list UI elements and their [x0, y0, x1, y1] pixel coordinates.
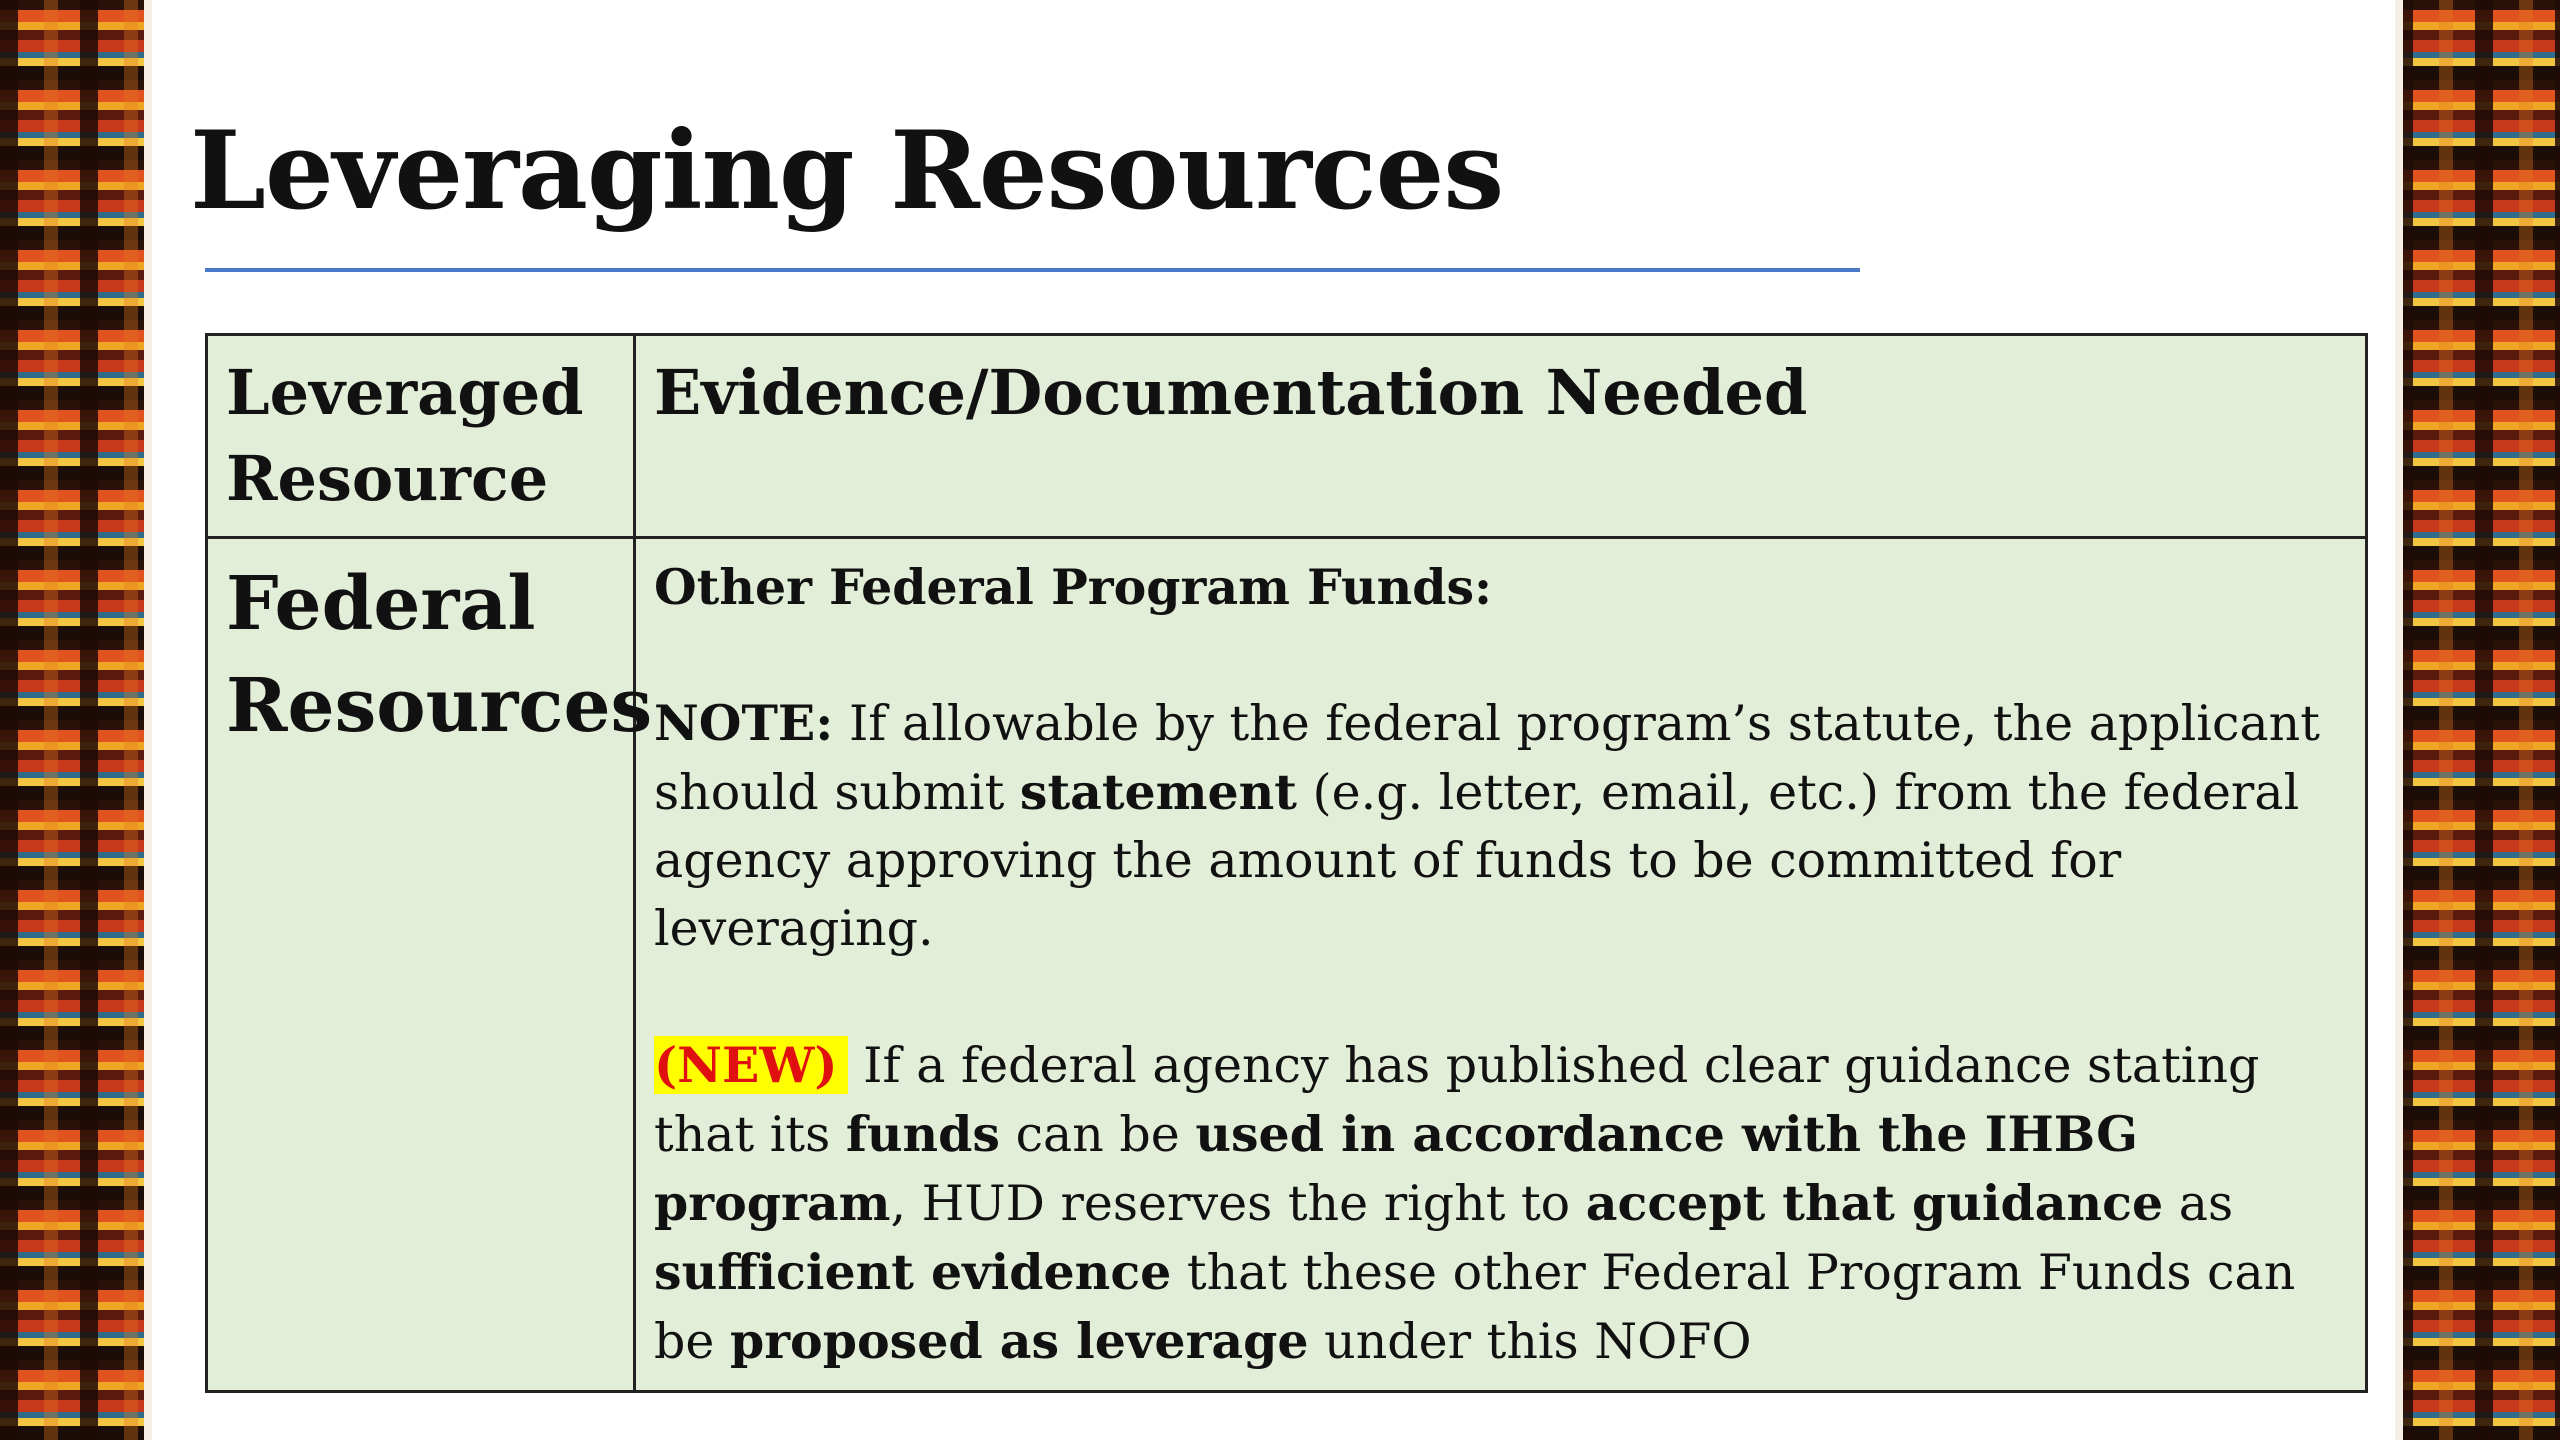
header-leveraged-resource: Leveraged Resource: [207, 335, 635, 538]
evidence-cell: [635, 538, 2367, 1392]
new-badge: (NEW): [654, 1036, 848, 1094]
title-underline: [205, 268, 1860, 272]
decorative-border-left: [0, 0, 152, 1440]
decorative-border-right: [2395, 0, 2560, 1440]
new-bold-accept: accept that guidance: [1585, 1174, 2164, 1232]
table-row: [207, 538, 2367, 1392]
note-text-2: (e.g. letter, email, etc.) from the federal agency approving the amount of funds to be committed for leveraging.: [654, 764, 2300, 957]
new-text-3: , HUD reserves the right to: [890, 1175, 1586, 1232]
header-evidence-needed: Evidence/Documentation Needed: [635, 335, 2367, 538]
note-label: NOTE:: [654, 694, 834, 752]
note-bold-statement: statement: [1019, 763, 1297, 821]
new-text-2: can be: [1000, 1106, 1196, 1163]
note-paragraph: [654, 689, 2347, 963]
new-text-4: as: [2163, 1175, 2234, 1232]
new-text-6: under this NOFO: [1308, 1313, 1752, 1370]
resource-cell: Federal Resources: [207, 538, 635, 1392]
new-text-1: If a federal agency has published clear guidance stating that its: [654, 1037, 2260, 1163]
new-bold-funds: funds: [845, 1105, 1001, 1163]
new-bold-sufficient: sufficient evidence: [654, 1243, 1172, 1301]
leverage-table: [205, 333, 2368, 1393]
new-bold-ihbg: used in accordance with the IHBG program: [654, 1105, 2138, 1232]
note-text-1: If allowable by the federal program’s statute, the applicant should submit: [654, 695, 2320, 821]
new-paragraph: [654, 1031, 2347, 1376]
new-bold-proposed: proposed as leverage: [729, 1312, 1309, 1370]
slide-title: Leveraging Resources: [190, 108, 1504, 234]
new-text-5: that these other Federal Program Funds can be: [654, 1244, 2296, 1370]
evidence-subheading: Other Federal Program Funds:: [654, 558, 1493, 616]
table-header-row: [207, 335, 2367, 538]
